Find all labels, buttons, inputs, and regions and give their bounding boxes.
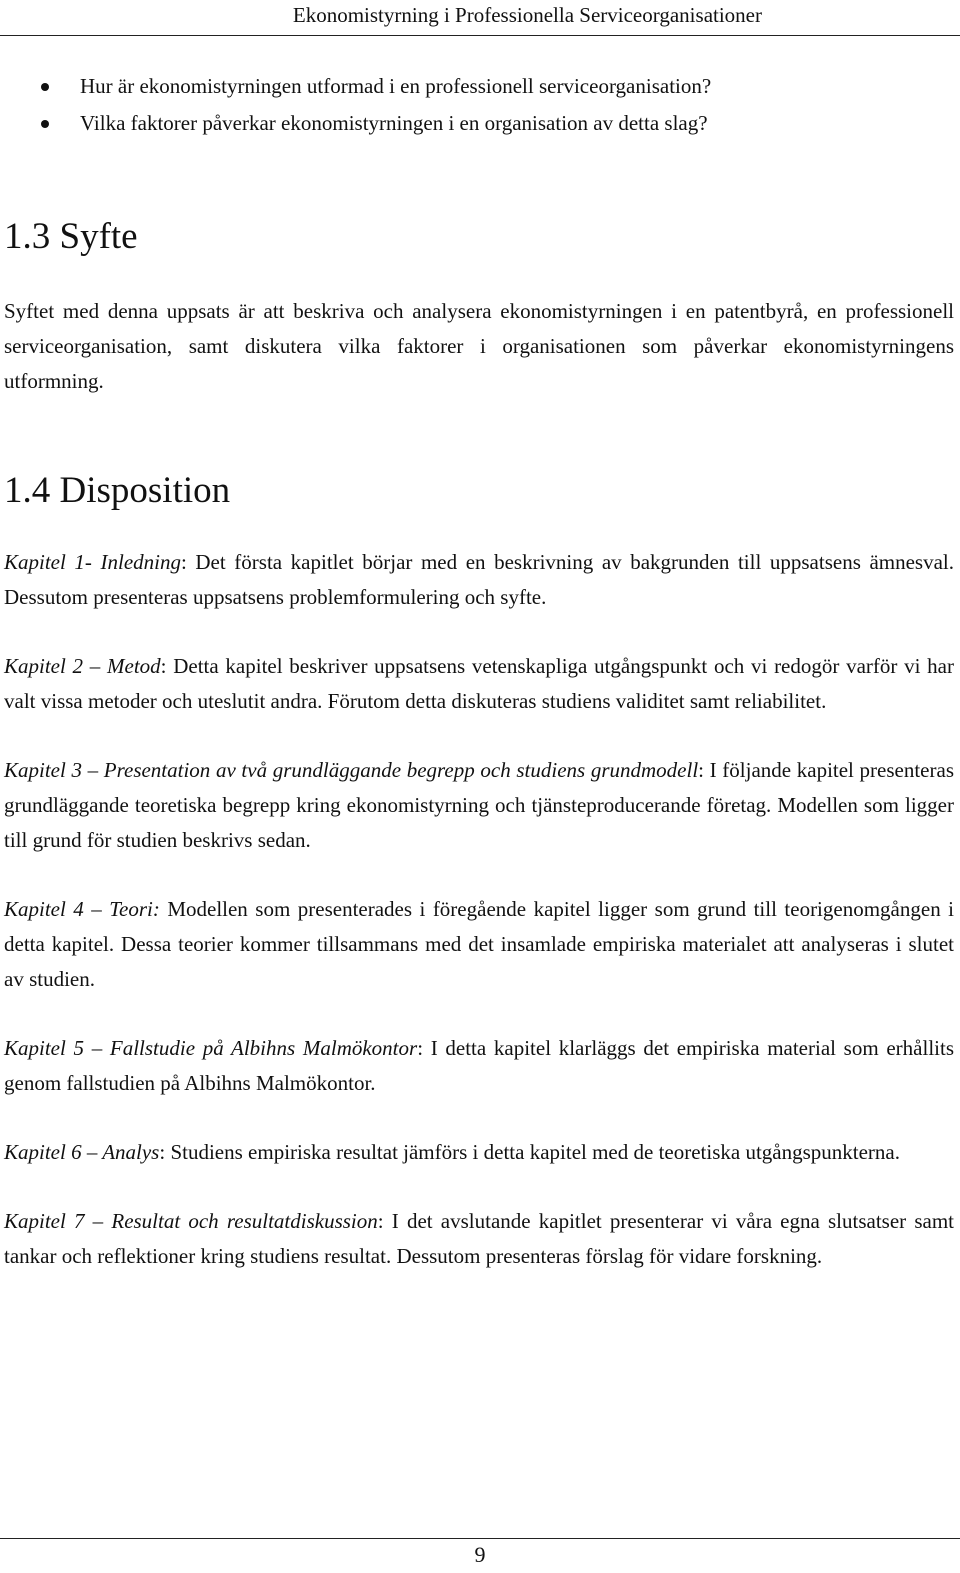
- chapter-2-description: [4, 649, 954, 719]
- chapter-3-description: [4, 753, 954, 858]
- chapter-text: : I följande kapitel presenteras grundläggande teoretiska begrepp kring ekonomistyrning och tjänsteproducerande företag. Modellen som ligger till grund för studien beskrivs sedan.: [4, 758, 954, 852]
- page-number: 9: [474, 1542, 486, 1567]
- bullet-icon: [41, 120, 49, 128]
- running-header: [0, 0, 960, 36]
- chapter-label: Kapitel 2 – Metod: [4, 654, 161, 678]
- chapter-text: : I detta kapitel klarläggs det empiriska material som erhållits genom fallstudien på Albihns Malmökontor.: [4, 1036, 955, 1095]
- chapter-label: Kapitel 6 – Analys: [4, 1140, 160, 1164]
- chapter-label: Kapitel 1- Inledning: [4, 550, 181, 574]
- question-list: [4, 68, 954, 142]
- chapter-text: Modellen som presenterades i föregående kapitel ligger som grund till teorigenomgången i detta kapitel. Dessa teorier kommer tillsammans med det insamlade empiriska materialet att analyseras i slutet av studien.: [4, 897, 954, 991]
- question-text: Hur är ekonomistyrningen utformad i en professionell serviceorganisation?: [80, 74, 712, 98]
- chapter-text: : Detta kapitel beskriver uppsatsens vetenskapliga utgångspunkt och vi redogör varför vi har valt vissa metoder och uteslutit andra. Förutom detta diskuteras studiens validitet samt reliabilitet.: [4, 654, 955, 713]
- chapter-4-description: [4, 892, 954, 997]
- bullet-icon: [41, 83, 49, 91]
- list-item: [4, 105, 954, 142]
- section-heading-disposition: 1.4 Disposition: [4, 470, 231, 511]
- chapter-6-description: [4, 1135, 954, 1170]
- section-heading-syfte: 1.3 Syfte: [4, 216, 138, 257]
- chapter-label: Kapitel 7 – Resultat och resultatdiskussion: [4, 1209, 378, 1233]
- chapter-5-description: [4, 1031, 954, 1101]
- chapter-text: : Det första kapitlet börjar med en beskrivning av bakgrunden till uppsatsens ämnesval. Dessutom presenteras uppsatsens problemformulering och syfte.: [4, 550, 954, 609]
- chapter-text: : I det avslutande kapitlet presenterar vi våra egna slutsatser samt tankar och reflektioner kring studiens resultat. Dessutom presenteras förslag för vidare forskning.: [4, 1209, 955, 1268]
- chapter-text: : Studiens empiriska resultat jämförs i detta kapitel med de teoretiska utgångspunkterna.: [159, 1140, 900, 1164]
- footer-divider: [0, 1538, 960, 1539]
- syfte-paragraph: Syftet med denna uppsats är att beskriva och analysera ekonomistyrningen i en patentbyrå, en professionell serviceorganisation, samt diskutera vilka faktorer i organisationen som påverkar ekonomistyrningens utformning.: [4, 299, 954, 393]
- chapter-7-description: [4, 1204, 954, 1274]
- chapter-label: Kapitel 3 – Presentation av två grundläggande begrepp och studiens grundmodell: [4, 758, 699, 782]
- chapter-label: Kapitel 5 – Fallstudie på Albihns Malmökontor: [4, 1036, 418, 1060]
- chapter-1-description: [4, 545, 954, 615]
- chapter-label: Kapitel 4 – Teori:: [4, 897, 160, 921]
- list-item: [4, 68, 954, 105]
- question-text: Vilka faktorer påverkar ekonomistyrningen i en organisation av detta slag?: [80, 111, 708, 135]
- page-content: [4, 68, 954, 1274]
- running-header-title: Ekonomistyrning i Professionella Serviceorganisationer: [292, 3, 762, 27]
